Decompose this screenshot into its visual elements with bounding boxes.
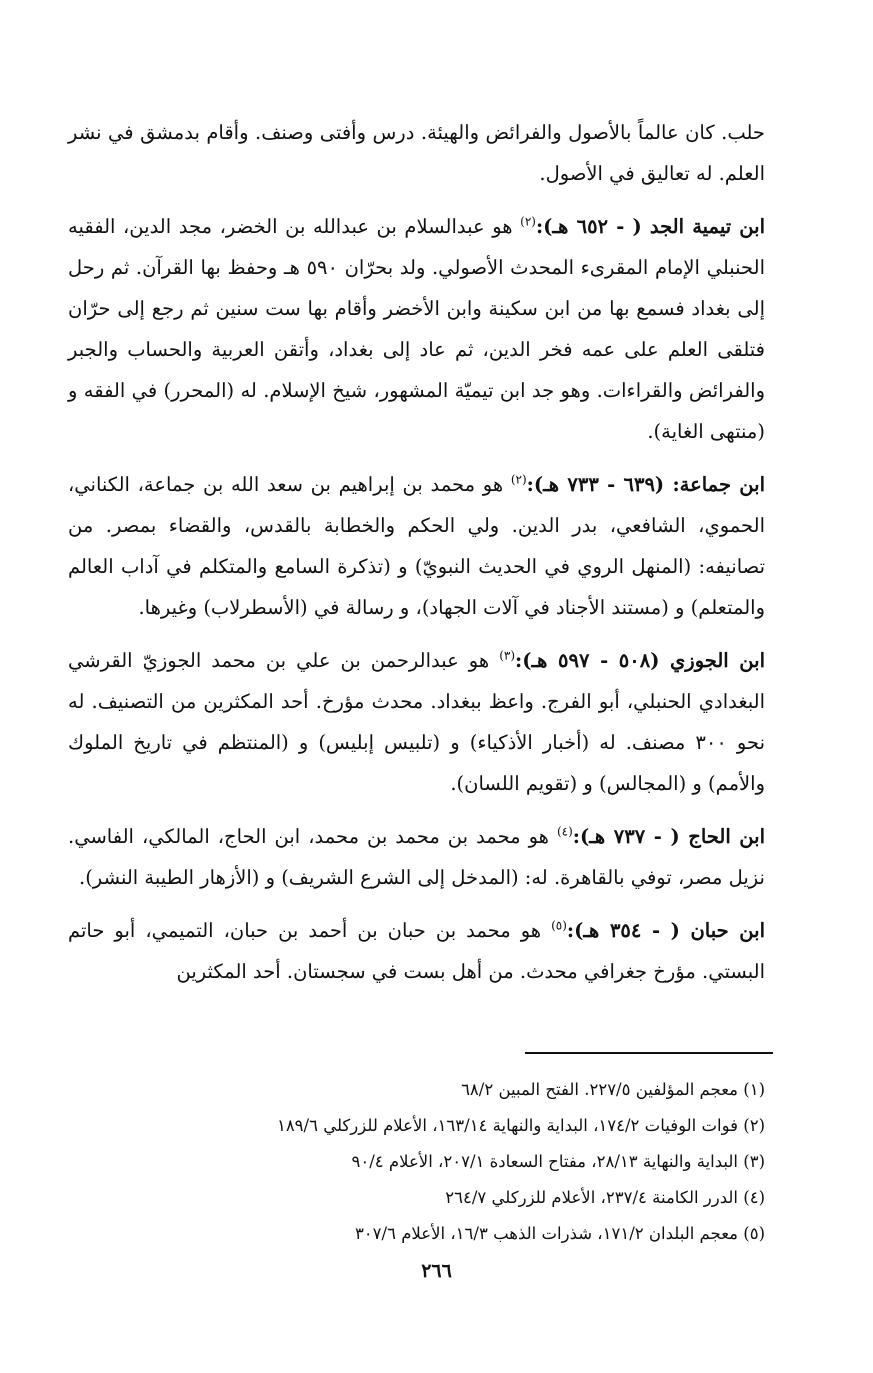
- entry-ibn-al-jawzi: [68, 640, 765, 804]
- entry-heading: ابن حبان ( - ٣٥٤ هـ):: [566, 919, 765, 942]
- entry-text: هو محمد بن حبان بن أحمد بن حبان، التميمي، أبو حاتم البستي. مؤرخ جغرافي محدث. من أهل بست في سجستان. أحد المكثرين: [68, 919, 765, 983]
- footnote-divider: [525, 1052, 773, 1054]
- footnote-item: (١) معجم المؤلفين ٢٢٧/٥. الفتح المبين ٦٨/٢: [461, 1080, 765, 1099]
- footnote-item: (٤) الدرر الكامنة ٢٣٧/٤، الأعلام للزركلي ٢٦٤/٧: [445, 1188, 765, 1207]
- entry-heading: ابن الحاج ( - ٧٣٧ هـ):: [572, 825, 766, 848]
- footnote-item: (٢) فوات الوفيات ١٧٤/٢، البداية والنهاية ١٦٣/١٤، الأعلام للزركلي ١٨٩/٦: [276, 1116, 765, 1135]
- footnote-item: (٣) البداية والنهاية ٢٨/١٣، مفتاح السعادة ٢٠٧/١، الأعلام ٩٠/٤: [351, 1152, 765, 1171]
- entry-heading: ابن تيمية الجد ( - ٦٥٢ هـ):: [535, 215, 765, 238]
- entry-ibn-hibban: [68, 910, 765, 992]
- page-number: ٢٦٦: [421, 1260, 452, 1282]
- main-text: [68, 112, 765, 992]
- footnote-ref[interactable]: (٥): [551, 918, 567, 933]
- entry-heading: ابن الجوزي (٥٠٨ - ٥٩٧ هـ):: [515, 649, 766, 672]
- entry-text: هو عبدالسلام بن عبدالله بن الخضر، مجد الدين، الفقيه الحنبلي الإمام المقرىء المحدث الأصولي. ولد بحرّان ٥٩٠ هـ وحفظ بها القرآن. ثم رحل إلى بغداد فسمع بها من ابن سكينة وابن الأخضر وأقام بها ست سنين ثم رجع إلى حرّان فتلقى العلم على عمه فخر الدين، ثم عاد إلى بغداد، وأتقن العربية والحساب والجبر والفرائض والقراءات. وهو جد ابن تيميّة المشهور، شيخ الإسلام. له (المحرر) في الفقه و (منتهى الغاية).: [68, 215, 766, 443]
- entry-text: هو محمد بن إبراهيم بن سعد الله بن جماعة، الكناني، الحموي، الشافعي، بدر الدين. ولي الحكم والخطابة بالقدس، والقضاء بمصر. من تصانيفه: (المنهل الروي في الحديث النبويّ) و (تذكرة السامع والمتكلم في آداب العالم والمتعلم) و (مستند الأجناد في آلات الجهاد)، و رسالة في (الأسطرلاب) وغيرها.: [68, 473, 765, 619]
- entry-text: هو محمد بن محمد بن محمد، ابن الحاج، المالكي، الفاسي. نزيل مصر، توفي بالقاهرة. له: (المدخل إلى الشرع الشريف) و (الأزهار الطيبة النشر).: [68, 825, 765, 889]
- entry-text: هو عبدالرحمن بن علي بن محمد الجوزيّ القرشي البغدادي الحنبلي، أبو الفرج. واعظ ببغداد. محدث مؤرخ. أحد المكثرين من التصنيف. له نحو ٣٠٠ مصنف. له (أخبار الأذكياء) و (تلبيس إبليس) و (المنتظم في تاريخ الملوك والأمم) و (المجالس) و (تقويم اللسان).: [68, 649, 765, 795]
- paragraph-continuation: [68, 112, 765, 194]
- footnote-ref[interactable]: (٣): [499, 648, 516, 663]
- entry-ibn-al-hajj: [68, 816, 765, 898]
- footnotes: [68, 1072, 765, 1252]
- footnote-ref[interactable]: (٢): [520, 214, 536, 229]
- footnote-ref[interactable]: (٢): [510, 472, 527, 487]
- entry-heading: ابن جماعة: (٦٣٩ - ٧٣٣ هـ):: [526, 473, 765, 496]
- entry-ibn-jamaa: [68, 464, 765, 628]
- footnote-item: (٥) معجم البلدان ١٧١/٢، شذرات الذهب ١٦/٣، الأعلام ٣٠٧/٦: [354, 1224, 765, 1243]
- footnote-ref[interactable]: (٤): [556, 824, 573, 839]
- entry-ibn-taymiyya-al-jadd: [68, 206, 765, 452]
- paragraph-text: حلب. كان عالماً بالأصول والفرائض والهيئة. درس وأفتى وصنف. وأقام بدمشق في نشر العلم. له تعاليق في الأصول.: [68, 121, 765, 185]
